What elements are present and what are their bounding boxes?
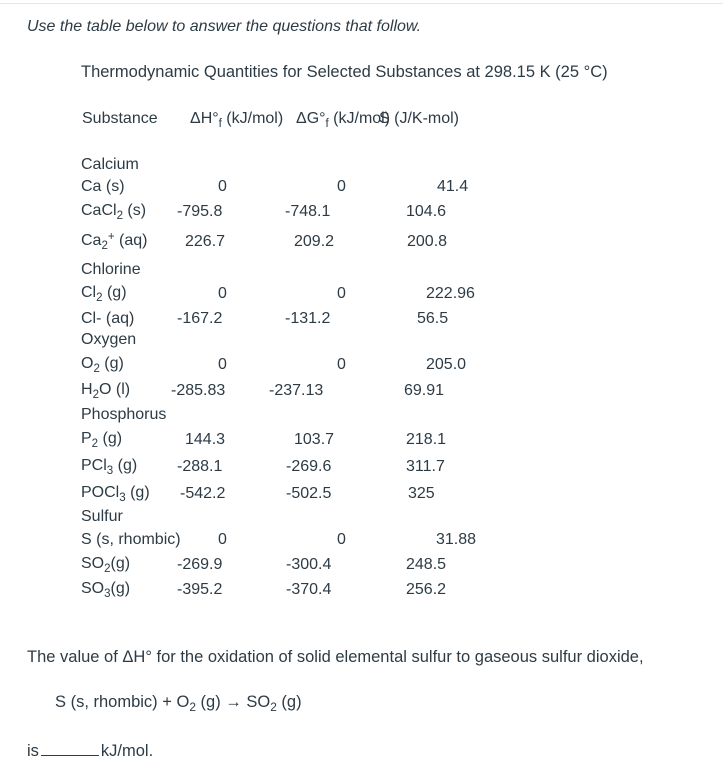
dg-ca: 0	[337, 178, 346, 195]
answer-unit: kJ/mol.	[100, 742, 154, 760]
dg-cacl2: -748.1	[285, 203, 331, 220]
header-delta-h	[190, 110, 283, 128]
dg-so3: -370.4	[286, 581, 332, 598]
dg-s-rhombic: 0	[337, 531, 346, 548]
dg-o2: 0	[337, 356, 346, 373]
dh-ca: 0	[218, 178, 227, 195]
substance-so3: $SO_3(g)$	[81, 580, 131, 600]
s-so3: 256.2	[406, 581, 447, 598]
s-pocl3: 325	[408, 485, 435, 502]
group-sulfur: Sulfur	[81, 508, 123, 525]
header-delta-h-unit: (kJ/mol)	[221, 110, 284, 127]
top-divider	[0, 3, 723, 4]
dh-so2: -269.9	[177, 556, 223, 573]
substance-pocl3: POCl$_3$ (g)	[81, 484, 150, 504]
substance-s-rhombic: S (s, rhombic)	[81, 531, 181, 548]
dh-pocl3: -542.2	[180, 485, 226, 502]
substance-ca2plus: $Ca_2^+$ (aq)	[81, 230, 148, 252]
table-caption: Thermodynamic Quantities for Selected Substances at 298.15 K (25 °C)	[81, 63, 608, 81]
answer-blank[interactable]	[41, 742, 99, 756]
header-delta-g	[296, 110, 390, 128]
substance-cl2: $Cl_2$ (g)	[81, 284, 127, 304]
dg-pocl3: -502.5	[286, 485, 332, 502]
s-h2o: 69.91	[404, 382, 445, 399]
s-cacl2: 104.6	[406, 203, 447, 220]
header-delta-g-subscript: f	[325, 117, 329, 130]
substance-cacl2: CaCl$_2$ (s)	[81, 202, 147, 222]
dg-pcl3: -269.6	[286, 458, 332, 475]
dg-so2: -300.4	[286, 556, 332, 573]
substance-h2o: $H_2O$ (l)	[81, 381, 131, 401]
s-so2: 248.5	[406, 556, 447, 573]
dh-p2: 144.3	[185, 431, 226, 448]
s-cl-minus: 56.5	[417, 310, 449, 327]
s-s-rhombic: 31.88	[436, 531, 477, 548]
header-substance: Substance	[82, 110, 158, 127]
header-delta-g-unit: (kJ/mol)	[328, 110, 391, 127]
instructions: Use the table below to answer the questions that follow.	[27, 18, 422, 35]
s-pcl3: 311.7	[406, 458, 445, 475]
dh-so3: -395.2	[177, 581, 223, 598]
dg-p2: 103.7	[294, 431, 335, 448]
substance-p2: $P_2$ (g)	[81, 430, 123, 450]
dh-pcl3: -288.1	[177, 458, 223, 475]
substance-so2: $SO_2(g)$	[81, 555, 131, 575]
group-oxygen: Oxygen	[81, 331, 137, 348]
group-chlorine: Chlorine	[81, 261, 141, 278]
dg-ca2plus: 209.2	[294, 233, 335, 250]
dg-h2o: -237.13	[269, 382, 324, 399]
dh-o2: 0	[218, 356, 227, 373]
dh-cl-minus: -167.2	[177, 310, 223, 327]
dh-s-rhombic: 0	[218, 531, 227, 548]
header-delta-h-symbol: ΔH°	[190, 110, 219, 127]
group-calcium: Calcium	[81, 156, 139, 173]
s-cl2: 222.96	[426, 285, 475, 302]
dg-cl2: 0	[337, 285, 346, 302]
dh-cacl2: -795.8	[177, 203, 223, 220]
s-o2: 205.0	[426, 356, 467, 373]
reaction-equation: S (s, rhombic) + $O_2$ $(g) \to SO_2$ (g)	[55, 693, 302, 714]
substance-o2: $O_2$ (g)	[81, 355, 124, 375]
header-delta-g-symbol: ΔG°	[296, 110, 326, 127]
substance-ca: Ca (s)	[81, 178, 125, 195]
group-phosphorus: Phosphorus	[81, 406, 167, 423]
substance-cl-minus: Cl- (aq)	[81, 310, 135, 327]
dh-cl2: 0	[218, 285, 227, 302]
substance-pcl3: PCl$_3$ (g)	[81, 457, 138, 477]
answer-line	[27, 742, 153, 761]
dh-ca2plus: 226.7	[185, 233, 226, 250]
question-text: The value of ΔH° for the oxidation of solid elemental sulfur to gaseous sulfur dioxide,	[27, 648, 644, 666]
answer-prefix: is	[27, 742, 39, 760]
s-ca: 41.4	[437, 178, 469, 195]
dh-h2o: -285.83	[171, 382, 226, 399]
header-delta-h-subscript: f	[218, 117, 222, 130]
header-entropy: S (J/K-mol)	[379, 110, 459, 127]
s-ca2plus: 200.8	[407, 233, 448, 250]
dg-cl-minus: -131.2	[285, 310, 331, 327]
s-p2: 218.1	[406, 431, 447, 448]
